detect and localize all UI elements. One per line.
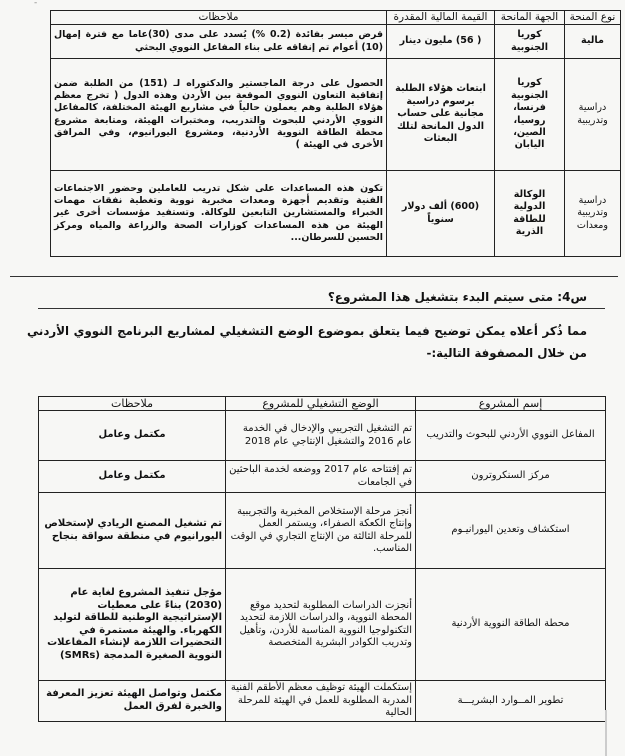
table-row — [39, 569, 606, 681]
grants-header-type: نوع المنحة — [565, 11, 621, 25]
grants-header-donor: الجهة المانحة — [495, 11, 565, 25]
project-notes: مكتمل وتواصل الهيئة تعزيز المعرفة والخبرة لفرق العمل — [39, 681, 226, 722]
projects-header-name: إسم المشروع — [416, 397, 606, 411]
project-status: إستكملت الهيئة توظيف معظم الأطقم الفنية المدربة المطلوبة للعمل في الهيئة للمرحلة الحالية — [226, 681, 416, 722]
project-status: أنجز مرحلة الإستخلاص المخبرية والتجريبية وإنتاج الكعكة الصفراء، ويستمر العمل للمرحلة الثالثة من الإنتاج التجاري في الوقت المناسب. — [226, 493, 416, 569]
grants-header-value: القيمة المالية المقدرة — [387, 11, 495, 25]
grant-donor: الوكالة الدولية للطاقة الذرية — [495, 171, 565, 257]
grants-header-notes: ملاحظات — [51, 11, 387, 25]
grants-header-row — [51, 11, 621, 25]
grant-type: مالية — [565, 25, 621, 59]
grant-type: دراسية وتدريبية — [565, 59, 621, 171]
project-name: تطوير المــوارد البشريـــة — [416, 681, 606, 722]
grant-value: ابتعاث هؤلاء الطلبة برسوم دراسية مجانية على حساب الدول المانحة لتلك البعثات — [387, 59, 495, 171]
intro-paragraph: مما ذُكر أعلاه يمكن توضيح فيما يتعلق بموضوع الوضع التشغيلي لمشاريع البرنامج النووي الأردني من خلال المصفوفة التالية:- — [27, 324, 587, 360]
table-row — [51, 25, 621, 59]
table-row — [51, 171, 621, 257]
projects-header-status: الوضع التشغيلي للمشروع — [226, 397, 416, 411]
project-notes: مكتمل وعامل — [39, 461, 226, 493]
project-status: أنجزت الدراسات المطلوبة لتحديد موقع المحطة النووية، والدراسات اللازمة لتحديد التكنولوجيا النووية المناسبة للأردن، وتأهيل وتدريب الكوادر البشرية المتخصصة — [226, 569, 416, 681]
project-name: المفاعل النووي الأردني للبحوث والتدريب — [416, 411, 606, 461]
project-status: تم التشغيل التجريبي والإدخال في الخدمة عام 2016 والتشغيل الإنتاجي عام 2018 — [226, 411, 416, 461]
project-status: تم إفتتاحه عام 2017 ووضعه لخدمة الباحثين في الجامعات — [226, 461, 416, 493]
grant-donor: كوريا الجنوبية فرنسا، روسيا، الصين، اليابان — [495, 59, 565, 171]
project-name: محطة الطاقة النووية الأردنية — [416, 569, 606, 681]
projects-header-row — [39, 397, 606, 411]
table-row — [39, 681, 606, 722]
grant-notes: قرض ميسر بفائدة (0.2 %) يُسدد على مدى (30)عاما مع فترة إمهال (10) أعوام تم إنفاقه على بناء المفاعل النووي البحثي — [51, 25, 387, 59]
question-underline — [38, 308, 605, 309]
corner-mark: - — [34, 0, 38, 8]
table-row — [39, 493, 606, 569]
project-notes: مؤجل تنفيذ المشروع لغاية عام (2030) بناءً على معطيات الإستراتيجية الوطنية للطاقة لتوليد الكهرباء. والهيئة مستمرة في التحضيرات اللازمة لإنشاء المفاعلات النووية الصغيرة المدمجة (SMRs) — [39, 569, 226, 681]
grant-value: ( 56) مليون دينار — [387, 25, 495, 59]
table-row — [39, 461, 606, 493]
grant-notes: الحصول على درجة الماجستير والدكتوراه لـ (151) من الطلبة ضمن إتفاقية التعاون النووي الموقعة بين الأردن وهذه الدول ( تخرج معظم هؤلاء الطلبة وهم يعملون حالياً في مشاريع الهيئة المختلفة، كالمفاعل النووي الأردني للبحوث والتدريب، ومختبرات الهيئة، ومتابعة مشروع محطة الطاقة النووية الأردنية، ومشروع اليورانيوم، وفي المرافق الأخرى في الهيئة ) — [51, 59, 387, 171]
page-break-rule — [10, 276, 618, 277]
grant-donor: كوريا الجنوبية — [495, 25, 565, 59]
table-row — [39, 411, 606, 461]
projects-header-notes: ملاحظات — [39, 397, 226, 411]
scan-edge-shadow — [605, 710, 607, 756]
question-heading: س4: متى سيتم البدء بتشغيل هذا المشروع؟ — [327, 290, 587, 304]
grant-type: دراسية وتدريبية ومعدات — [565, 171, 621, 257]
project-name: استكشاف وتعدين اليورانيـوم — [416, 493, 606, 569]
table-row — [51, 59, 621, 171]
grant-notes: تكون هذه المساعدات على شكل تدريب للعاملين وحضور الاجتماعات الفنية وتقديم أجهزة ومعدات مخبرية نووية وتغطية نفقات مهمات الخبراء والمستشارين التابعين للوكالة. وتستفيد مؤسسات أخرى غير الهيئة من هذه المساعدات كوزارات الصحة والزراعة والمياه ومركز الحسين للسرطان... — [51, 171, 387, 257]
project-notes: مكتمل وعامل — [39, 411, 226, 461]
project-notes: تم تشغيل المصنع الريادي لإستخلاص اليورانيوم في منطقة سواقة بنجاح — [39, 493, 226, 569]
projects-table — [38, 396, 606, 722]
grants-table — [50, 10, 621, 257]
grant-value: (600) ألف دولار سنوياً — [387, 171, 495, 257]
project-name: مركز السنكروترون — [416, 461, 606, 493]
